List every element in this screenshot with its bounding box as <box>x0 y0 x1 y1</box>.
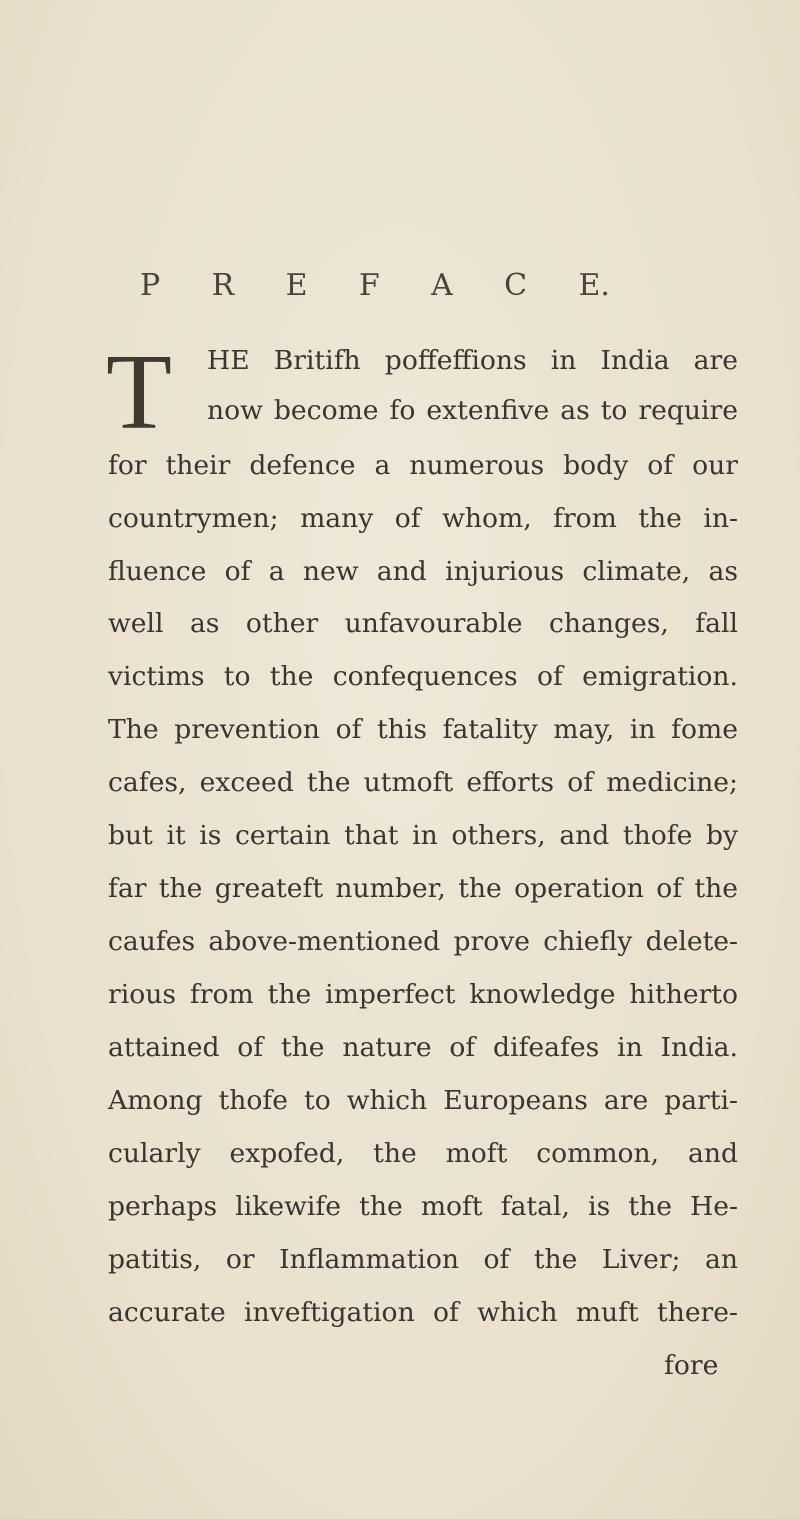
heading-letter: E. <box>578 268 610 303</box>
text-line: fluence of a new and injurious climate, as <box>108 556 738 587</box>
page-heading <box>140 268 610 303</box>
text-line: far the greateft number, the operation of the <box>108 873 738 904</box>
text-line: HE Britifh poffeffions in India are <box>207 345 738 376</box>
heading-letter: R <box>211 268 235 303</box>
text-line: but it is certain that in others, and thofe by <box>108 820 738 851</box>
heading-letter: P <box>140 268 161 303</box>
text-line: perhaps likewife the moft fatal, is the He- <box>108 1191 738 1222</box>
drop-cap: T <box>106 333 172 452</box>
heading-letter: C <box>504 268 528 303</box>
heading-letter: A <box>431 268 453 303</box>
heading-letter: E <box>285 268 308 303</box>
text-line: patitis, or Inflammation of the Liver; an <box>108 1244 738 1275</box>
text-line: countrymen; many of whom, from the in- <box>108 503 738 534</box>
text-line: cularly expofed, the moft common, and <box>108 1138 738 1169</box>
text-line: The prevention of this fatality may, in fome <box>108 714 738 745</box>
text-line: rious from the imperfect knowledge hitherto <box>108 979 738 1010</box>
heading-letter: F <box>358 268 380 303</box>
text-line: attained of the nature of difeafes in India. <box>108 1032 738 1063</box>
text-line: Among thofe to which Europeans are parti- <box>108 1085 738 1116</box>
catchword: fore <box>664 1350 719 1381</box>
text-line: for their defence a numerous body of our <box>108 450 738 481</box>
text-line: victims to the confequences of emigration. <box>108 661 738 692</box>
text-line: cafes, exceed the utmoft efforts of medicine; <box>108 767 738 798</box>
text-line: caufes above-mentioned prove chiefly delete- <box>108 926 738 957</box>
text-line: accurate inveftigation of which muft there- <box>108 1297 738 1328</box>
text-line: now become fo extenfive as to require <box>207 395 738 426</box>
text-line: well as other unfavourable changes, fall <box>108 608 738 639</box>
